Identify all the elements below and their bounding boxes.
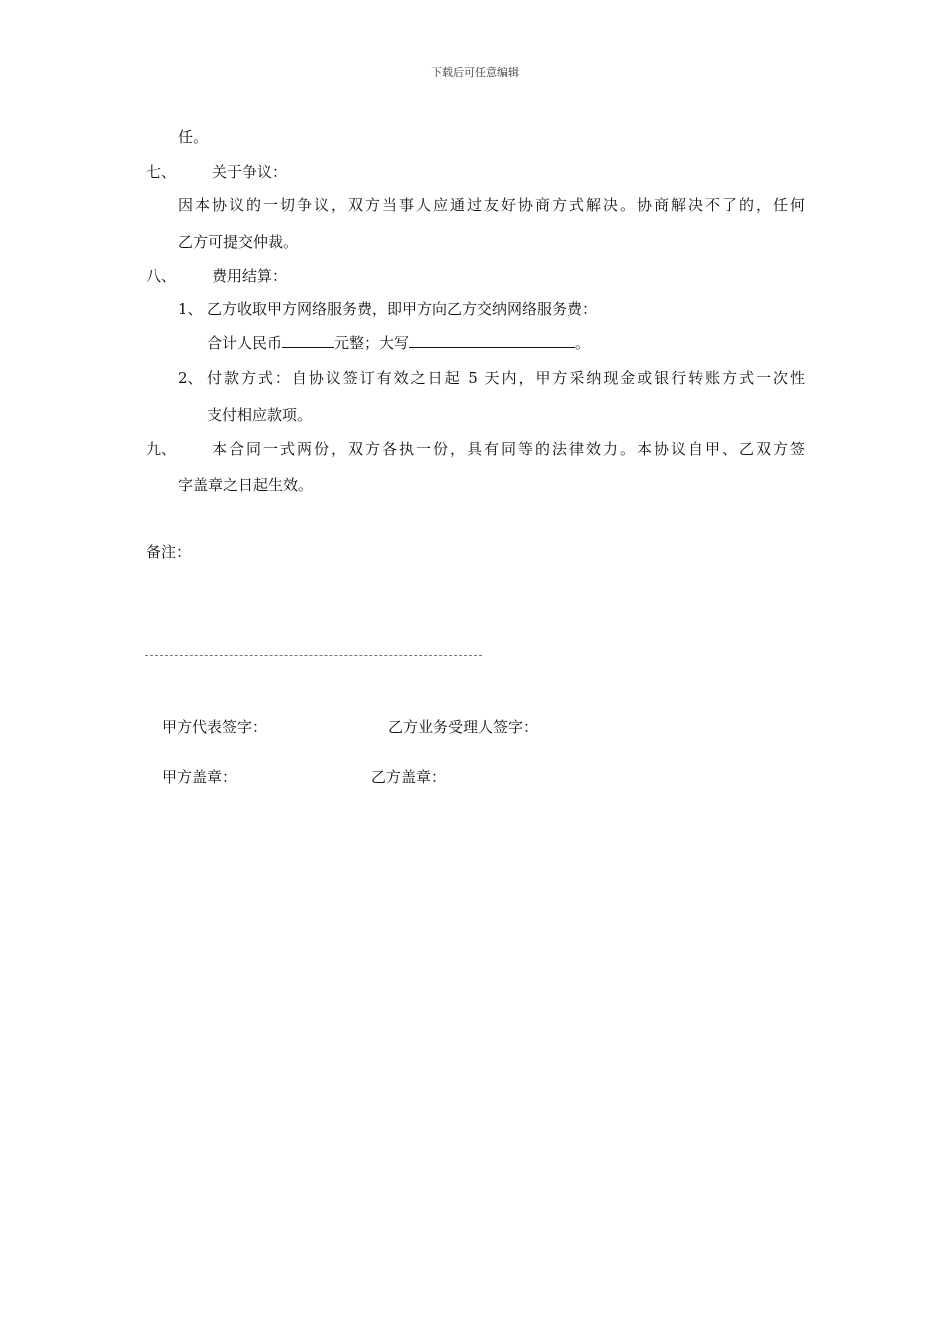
remarks-divider — [145, 655, 482, 656]
party-a-signature-label: 甲方代表签字： — [162, 718, 268, 736]
section9-line2: 字盖章之日起生效。 — [178, 476, 314, 494]
section7-line2: 乙方可提交仲裁。 — [178, 233, 299, 251]
party-a-seal-label: 甲方盖章： — [162, 768, 238, 786]
section8-item2-line2: 支付相应款项。 — [207, 406, 313, 424]
section7-title: 关于争议： — [212, 163, 288, 181]
continuation-text: 任。 — [178, 128, 209, 146]
total-mid: 元整；大写 — [334, 334, 410, 352]
section8-item1-text: 乙方收取甲方网络服务费，即甲方向乙方交纳网络服务费： — [207, 300, 598, 318]
section8-number: 八、 — [146, 267, 177, 285]
amount-in-words-blank[interactable] — [409, 333, 575, 348]
remarks-label: 备注： — [146, 543, 192, 561]
section8-item1-total — [207, 332, 590, 353]
section7-line1: 因本协议的一切争议，双方当事人应通过友好协商方式解决。协商解决不了的，任何 — [178, 196, 805, 214]
page-header: 下载后可任意编辑 — [431, 66, 519, 79]
total-end: 。 — [575, 334, 591, 352]
amount-blank[interactable] — [282, 333, 334, 348]
section8-item2-line1: 付款方式：自协议签订有效之日起 5 天内，甲方采纳现金或银行转账方式一次性 — [207, 369, 805, 387]
section8-title: 费用结算： — [212, 267, 288, 285]
section7-number: 七、 — [146, 163, 177, 181]
party-b-signature-label: 乙方业务受理人签字： — [388, 718, 539, 736]
section9-line1: 本合同一式两份，双方各执一份，具有同等的法律效力。本协议自甲、乙双方签 — [212, 440, 805, 458]
section8-item2-number: 2、 — [178, 369, 203, 387]
section8-item1-number: 1、 — [178, 300, 203, 318]
total-prefix: 合计人民币 — [207, 334, 283, 352]
party-b-seal-label: 乙方盖章： — [371, 768, 447, 786]
section9-number: 九、 — [146, 440, 177, 458]
